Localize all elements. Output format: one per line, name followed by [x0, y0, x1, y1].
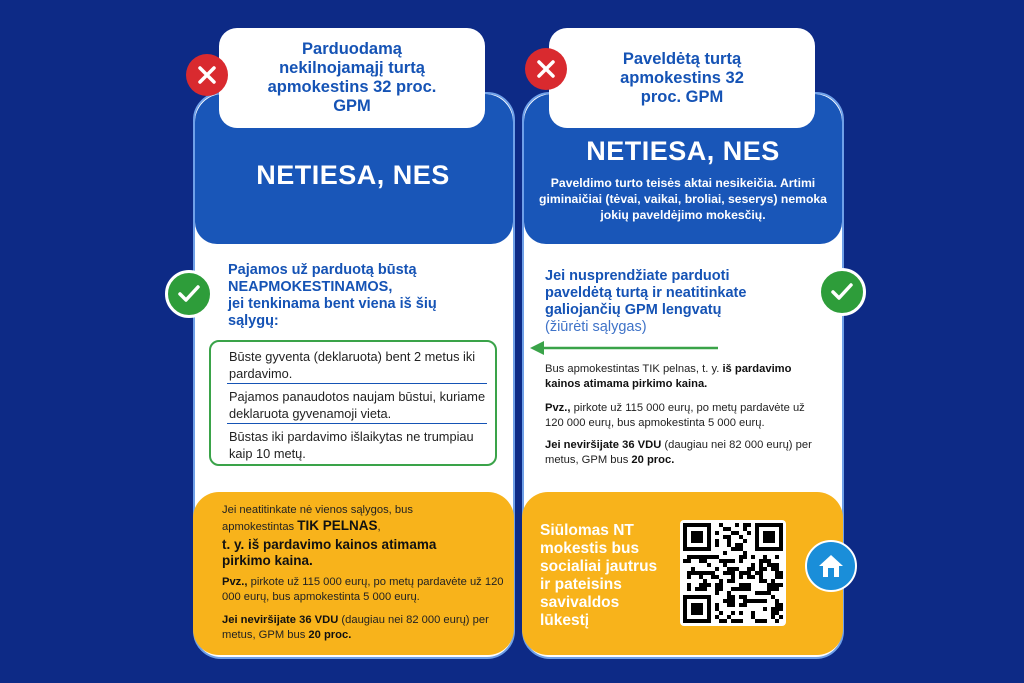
left-tab-title: [219, 28, 485, 128]
home-icon: [805, 540, 857, 592]
conditions-box: [209, 340, 497, 466]
right-netiesa-sub: Paveldimo turto teisės aktai nesikeičia. Artimi giminaičiai (tėvai, vaikai, broliai, seserys) nemoka jokių paveldėjimo mokesčių.: [539, 176, 827, 222]
right-heading-text: Jei nusprendžiate parduoti paveldėtą turtą ir neatitinkate galiojančių GPM lengvatų: [545, 268, 747, 318]
qr-code[interactable]: [680, 520, 786, 626]
right-example-label: Pvz.,: [545, 402, 571, 414]
condition-item: Pajamos panaudotos naujam būstui, kuriame deklaruota gyvenamoji vieta.: [229, 389, 486, 421]
left-vdu-text: (daugiau nei 82 000 eurų) per metus, GPM bus: [222, 614, 489, 641]
close-x-icon: [186, 54, 228, 96]
right-vdu-text: (daugiau nei 82 000 eurų) per metus, GPM bus: [545, 439, 812, 466]
close-x-icon: [525, 48, 567, 90]
right-example: [545, 401, 825, 431]
left-yellow-bold: t. y. iš pardavimo kainos atimama pirkimo kaina.: [222, 537, 437, 568]
right-profit-b: iš pardavimo kainos atimama pirkimo kaina.: [545, 363, 792, 390]
left-heading-line4: sąlygų:: [228, 313, 279, 329]
right-vdu-rate: 20 proc.: [631, 454, 675, 466]
left-heading-line3: jei tenkinama bent viena iš šių: [228, 296, 437, 312]
right-example-text: pirkote už 115 000 eurų, po metų pardavėte už 120 000 eurų, bus apmokestinta 5 000 eurų.: [545, 402, 805, 429]
right-vdu: [545, 438, 825, 468]
right-tab-text: Paveldėtą turtą apmokestins 32 proc. GPM: [620, 49, 744, 106]
left-heading-line1: Pajamos už parduotą būstą: [228, 262, 417, 278]
condition-divider: [227, 423, 487, 424]
left-tik-pelnas: TIK PELNAS: [297, 518, 378, 533]
check-icon: [818, 268, 866, 316]
left-example-label: Pvz.,: [222, 576, 248, 588]
right-tab-title: [549, 28, 815, 128]
left-example: [222, 575, 504, 605]
left-example-text: pirkote už 115 000 eurų, po metų pardavėte už 120 000 eurų, bus apmokestinta 5 000 eurų.: [222, 576, 504, 603]
left-yellow-comma: ,: [377, 521, 381, 533]
right-yellow-title: Siūlomas NT mokestis bus socialiai jautrus ir pateisins savivaldos lūkestį: [540, 522, 658, 629]
left-yellow-intro: [222, 503, 502, 535]
right-vdu-label: Jei neviršijate 36 VDU: [545, 439, 662, 451]
right-netiesa: NETIESA, NES: [586, 136, 780, 166]
right-check-heading: [545, 268, 785, 336]
left-netiesa: NETIESA, NES: [256, 160, 450, 190]
left-yellow-line1: Jei neatitinkate nė vienos sąlygos, bus: [222, 504, 413, 516]
check-icon: [165, 270, 213, 318]
left-vdu-label: Jei neviršijate 36 VDU: [222, 614, 339, 626]
arrow-left-icon: [528, 340, 720, 356]
left-tab-text: Parduodamą nekilnojamąjį turtą apmokestins 32 proc. GPM: [267, 40, 437, 115]
left-vdu: [222, 613, 504, 643]
right-profit-text: [545, 362, 820, 392]
condition-item: Būstas iki pardavimo išlaikytas ne trumpiau kaip 10 metų.: [229, 429, 474, 461]
right-heading-sub: (žiūrėti sąlygas): [545, 319, 647, 335]
left-yellow-line2a: apmokestintas: [222, 521, 298, 533]
left-vdu-rate: 20 proc.: [308, 629, 352, 641]
left-check-heading: [228, 262, 498, 330]
condition-divider: [227, 383, 487, 384]
condition-item: Būste gyventa (deklaruota) bent 2 metus iki pardavimo.: [229, 349, 476, 381]
left-heading-line2: NEAPMOKESTINAMOS,: [228, 279, 393, 295]
right-profit-a: Bus apmokestintas TIK pelnas, t. y.: [545, 363, 723, 375]
